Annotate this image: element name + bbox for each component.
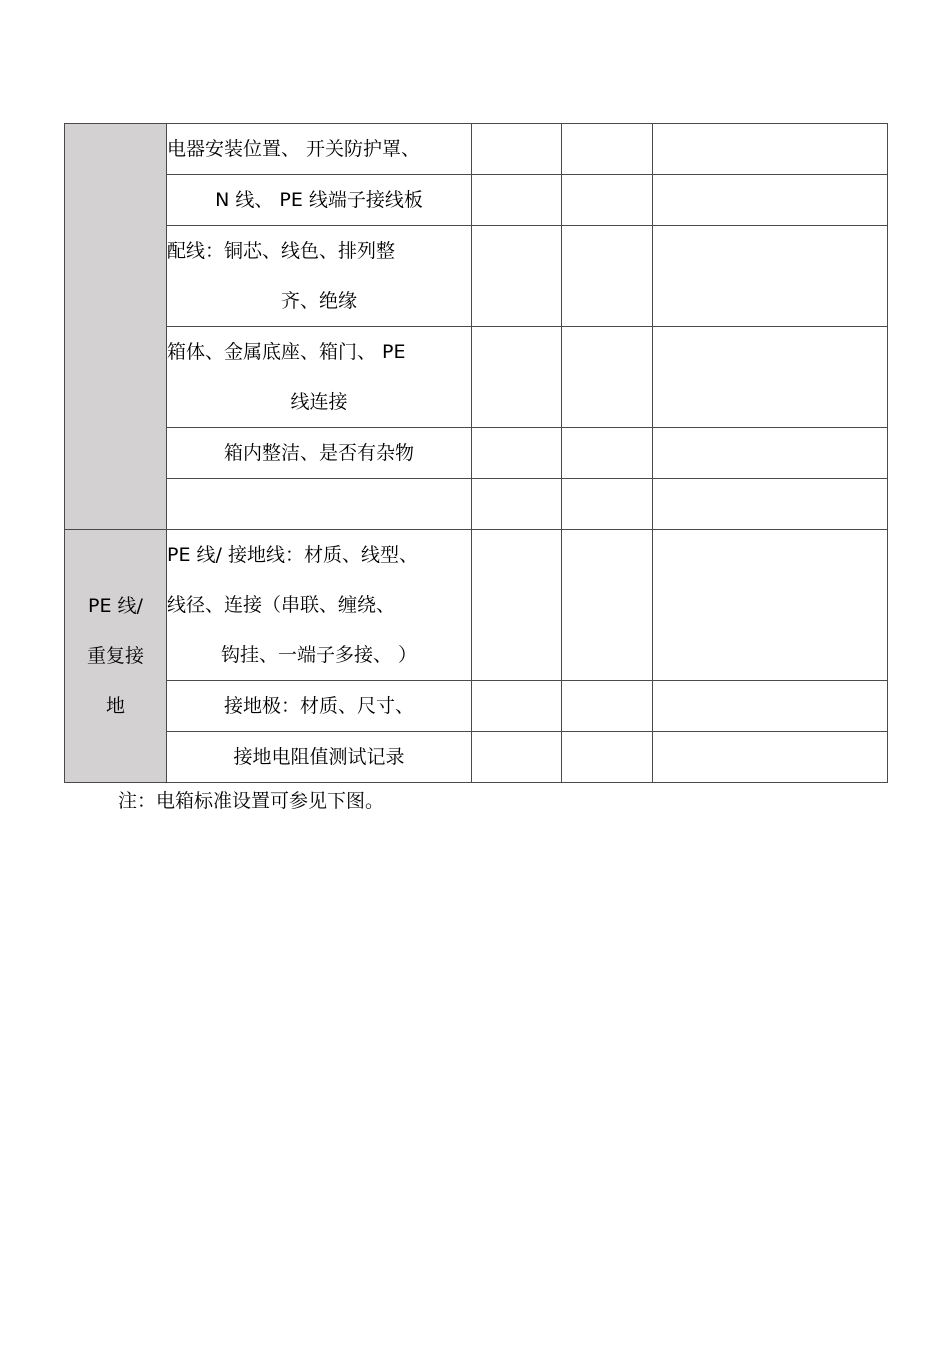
check-item-text: 接地电阻值测试记录 [233,746,405,768]
table-row [65,732,888,783]
inspector-cell[interactable] [562,124,653,175]
check-item-cell [167,226,472,327]
table-row [65,327,888,428]
result-cell[interactable] [472,124,562,175]
check-item-text [167,479,471,529]
footnote: 注：电箱标准设置可参见下图。 [118,790,385,812]
check-item-text: 齐、绝缘 [280,290,357,312]
check-item-cell [167,428,472,479]
inspector-cell[interactable] [562,530,653,681]
inspector-cell[interactable] [562,226,653,327]
check-item-cell [167,732,472,783]
remarks-cell[interactable] [653,327,888,428]
result-cell[interactable] [472,681,562,732]
remarks-cell[interactable] [653,681,888,732]
check-item-text: 接地极：材质、尺寸、 [223,695,414,717]
group-label-cell [65,124,167,530]
group-label-line: 重复接 [86,645,144,667]
inspector-cell[interactable] [562,479,653,530]
remarks-cell[interactable] [653,226,888,327]
remarks-cell[interactable] [653,732,888,783]
result-cell[interactable] [472,175,562,226]
check-item-cell [167,327,472,428]
remarks-cell[interactable] [653,530,888,681]
check-item-text: PE 线/ 接地线：材质、线型、 [167,544,418,566]
check-item-text: 箱体、金属底座、箱门、 PE [167,341,406,363]
check-item-cell [167,479,472,530]
group-label-cell [65,530,167,783]
remarks-cell[interactable] [653,479,888,530]
check-item-text: 箱内整洁、是否有杂物 [223,442,414,464]
group-label-line: PE 线/ [88,595,143,617]
table-row [65,479,888,530]
check-item-cell [167,681,472,732]
remarks-cell[interactable] [653,428,888,479]
result-cell[interactable] [472,479,562,530]
check-item-text: N 线、 PE 线端子接线板 [215,189,423,211]
table-row [65,681,888,732]
check-item-cell [167,124,472,175]
inspector-cell[interactable] [562,732,653,783]
table-body [65,124,888,783]
inspector-cell[interactable] [562,428,653,479]
inspector-cell[interactable] [562,327,653,428]
check-item-cell [167,530,472,681]
table-row [65,124,888,175]
result-cell[interactable] [472,428,562,479]
table-row [65,226,888,327]
check-item-text: 钩挂、一端子多接、 ） [220,644,418,666]
inspection-table [64,123,888,783]
group-label-line: 地 [105,695,125,717]
check-item-text: 线连接 [290,391,348,413]
table-row [65,175,888,226]
inspector-cell[interactable] [562,681,653,732]
inspector-cell[interactable] [562,175,653,226]
result-cell[interactable] [472,530,562,681]
check-item-text: 线径、连接（串联、缠绕、 [167,594,396,616]
table-row [65,530,888,681]
table-row [65,428,888,479]
check-item-text: 电器安装位置、 开关防护罩、 [167,138,421,160]
check-item-text: 配线：铜芯、线色、排列整 [167,240,396,262]
remarks-cell[interactable] [653,124,888,175]
check-item-cell [167,175,472,226]
result-cell[interactable] [472,732,562,783]
remarks-cell[interactable] [653,175,888,226]
result-cell[interactable] [472,327,562,428]
result-cell[interactable] [472,226,562,327]
